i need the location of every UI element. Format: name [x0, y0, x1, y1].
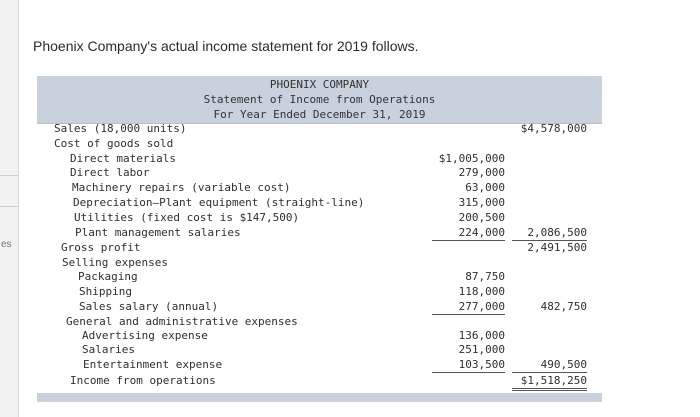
selling-label: Selling expenses: [62, 256, 168, 269]
line-item-amount: 315,000: [458, 196, 505, 209]
edge-divider: [0, 206, 18, 207]
line-item-label: Shipping: [79, 285, 132, 298]
line-item-label: Direct labor: [70, 166, 150, 179]
line-item-amount: 277,000: [432, 300, 505, 315]
left-edge-panel: [0, 0, 19, 417]
statement-footer-band: [37, 393, 602, 402]
income-row: [37, 374, 602, 388]
line-item-amount: 87,750: [465, 270, 505, 283]
line-item-row: [37, 329, 602, 343]
line-item-row: [37, 196, 602, 210]
line-item-row: [37, 226, 602, 240]
line-item-amount: 103,500: [432, 358, 505, 373]
line-item-row: [37, 181, 602, 195]
line-item-amount: 251,000: [458, 343, 505, 356]
line-item-amount: 136,000: [458, 329, 505, 342]
line-item-row: [37, 270, 602, 284]
gross-profit-row: [37, 241, 602, 255]
line-item-label: Sales salary (annual): [79, 300, 219, 313]
line-item-row: [37, 152, 602, 166]
edge-divider: [0, 175, 18, 176]
income-statement: [37, 76, 602, 402]
gross-profit-label: Gross profit: [61, 241, 141, 254]
statement-title: Statement of Income from Operations: [203, 93, 436, 106]
cogs-label: Cost of goods sold: [54, 137, 174, 150]
admin-heading-row: [37, 315, 602, 329]
admin-label: General and administrative expenses: [66, 315, 298, 328]
line-item-amount: 63,000: [465, 181, 505, 194]
line-item-label: Depreciation—Plant equipment (straight-line): [73, 196, 365, 209]
line-item-label: Salaries: [82, 343, 135, 356]
line-item-row: [37, 211, 602, 225]
line-item-row: [37, 300, 602, 314]
question-heading: Phoenix Company's actual income statement for 2019 follows.: [33, 38, 419, 54]
line-item-label: Utilities (fixed cost is $147,500): [74, 211, 300, 224]
income-label: Income from operations: [70, 374, 216, 387]
gross-profit-total: 2,491,500: [527, 241, 587, 254]
cogs-total: 2,086,500: [512, 226, 587, 241]
sales-label: Sales (18,000 units): [54, 122, 187, 135]
statement-period: For Year Ended December 31, 2019: [213, 108, 426, 121]
selling-heading-row: [37, 256, 602, 270]
income-total: $1,518,250: [512, 374, 587, 391]
company-name: PHOENIX COMPANY: [269, 78, 370, 91]
sales-row: [37, 122, 602, 136]
line-item-label: Advertising expense: [82, 329, 208, 342]
line-item-amount: 224,000: [432, 226, 505, 241]
line-item-amount: 200,500: [458, 211, 505, 224]
line-item-label: Packaging: [78, 270, 138, 283]
line-item-row: [37, 285, 602, 299]
line-item-label: Machinery repairs (variable cost): [72, 181, 291, 194]
line-item-amount: 279,000: [458, 166, 505, 179]
line-item-label: Entertainment expense: [83, 358, 223, 371]
line-item-label: Direct materials: [70, 152, 176, 165]
cogs-heading-row: [37, 137, 602, 151]
line-item-row: [37, 358, 602, 372]
line-item-row: [37, 166, 602, 180]
line-item-amount: $1,005,000: [438, 152, 505, 165]
line-item-amount: 118,000: [458, 285, 505, 298]
selling-total: 482,750: [540, 300, 587, 313]
line-item-label: Plant management salaries: [75, 226, 241, 239]
sales-total: $4,578,000: [520, 122, 587, 135]
edge-label: es: [1, 239, 12, 250]
admin-total: 490,500: [512, 358, 587, 373]
line-item-row: [37, 343, 602, 357]
